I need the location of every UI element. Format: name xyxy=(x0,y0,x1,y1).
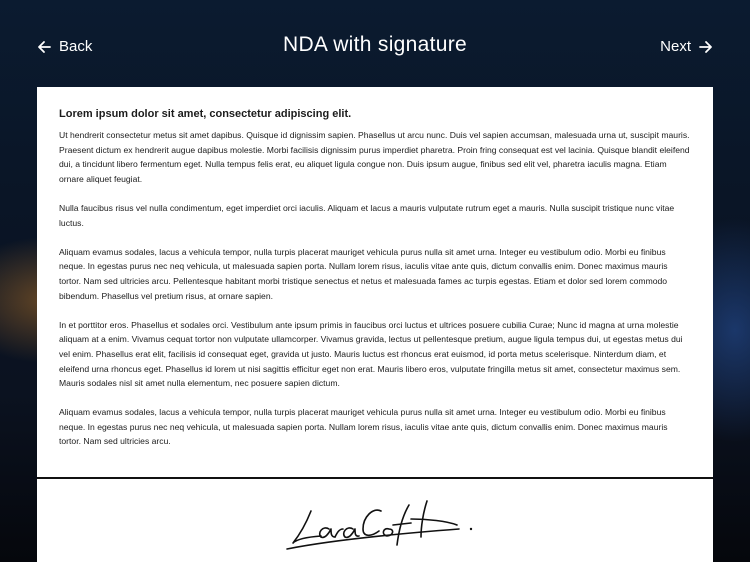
next-label: Next xyxy=(660,38,691,55)
next-button[interactable] xyxy=(660,38,713,55)
signature-pad[interactable] xyxy=(37,479,713,562)
document-paragraph: In et porttitor eros. Phasellus et sodales orci. Vestibulum ante ipsum primis in faucibus orci luctus et ultrices posuere cubilia Curae; Nunc id magna at urna molestie aliquam at a enim. Vivamus cequat tortor non vulputate ullamcorper. Vivamus gravida, lectus ut pellentesque pretium, augue ligula tempus dui, ut egestas metus dui vel enim. Phasellus erat elit, facilisis id consequat eget, gravida ut justo. Mauris luctus est rhoncus erat euismod, id porta metus scelerisque. Ninterdum diam, et eleifend urna rhoncus eget. Phasellus id lorem ut nisi sagittis efficitur eget non erat. Mauris libero eros, vulputate fringilla metus sit amet, consectetur maximus sem. Mauris sodales nisl sit amet nulla elementum, nec posuere sapien dictum. xyxy=(59,319,683,389)
document-paragraph: Ut hendrerit consectetur metus sit amet dapibus. Quisque id dignissim sapien. Phasellus ut arcu nunc. Duis vel sapien accumsan, malesuada urna ut, suscipit mauris. Praesent dictum ex hendrerit augue dapibus molestie. Morbi facilisis dignissim purus imperdiet pharetra. Proin fring consequat est vel lacinia. Quisque blandit eleifend dui, a tincidunt libero fermentum eget. Nulla tempus felis erat, eu aliquet ligula congue non. Duis ipsum augue, finibus sed elit vel, pharetra iaculis magna. Etiam ornare aliquet feugiat. xyxy=(59,130,690,184)
document-paragraph: Aliquam evamus sodales, lacus a vehicula tempor, nulla turpis placerat mauriget vehicula purus nulla sit amet urna. Integer eu vestibulum odio. Morbi eu finibus neque. In egestas purus nec neq vehicula, ut malesuada sapien porta. Nullam lorem risus, iaculis vitae ante quis, dictum convallis enim. Donec maximus mauris tortor. Nam sed ultricies arcu. xyxy=(59,407,668,447)
back-label: Back xyxy=(59,38,93,55)
header-bar xyxy=(0,0,750,96)
arrow-right-icon xyxy=(699,40,713,54)
document-page xyxy=(37,87,713,477)
document-heading: Lorem ipsum dolor sit amet, consectetur adipiscing elit. xyxy=(59,108,352,120)
page-title: NDA with signature xyxy=(283,33,467,56)
signature-image xyxy=(277,489,477,559)
document-paragraph: Aliquam evamus sodales, lacus a vehicula tempor, nulla turpis placerat mauriget vehicula purus nulla sit amet urna. Integer eu vestibulum odio. Morbi eu finibus neque. In egestas purus nec neq vehicula, ut malesuada sapien porta. Nullam lorem risus, iaculis vitae ante quis, dictum convallis enim. Donec maximus mauris tortor. Nam sed ultricies arcu. Pellentesque habitant morbi tristique senectus et netus et malesuada fames ac turpis egestas. Etiam et dolor sed lorem commodo bibendum. Phasellus vel pretium risus, at ornare sapien. xyxy=(59,246,668,301)
document-paragraph: Nulla faucibus risus vel nulla condimentum, eget imperdiet orci iaculis. Aliquam et lacus a mauris vulputate rutrum eget a mauris. Nulla suscipit tristique nunc vitae luctus. xyxy=(59,202,675,228)
